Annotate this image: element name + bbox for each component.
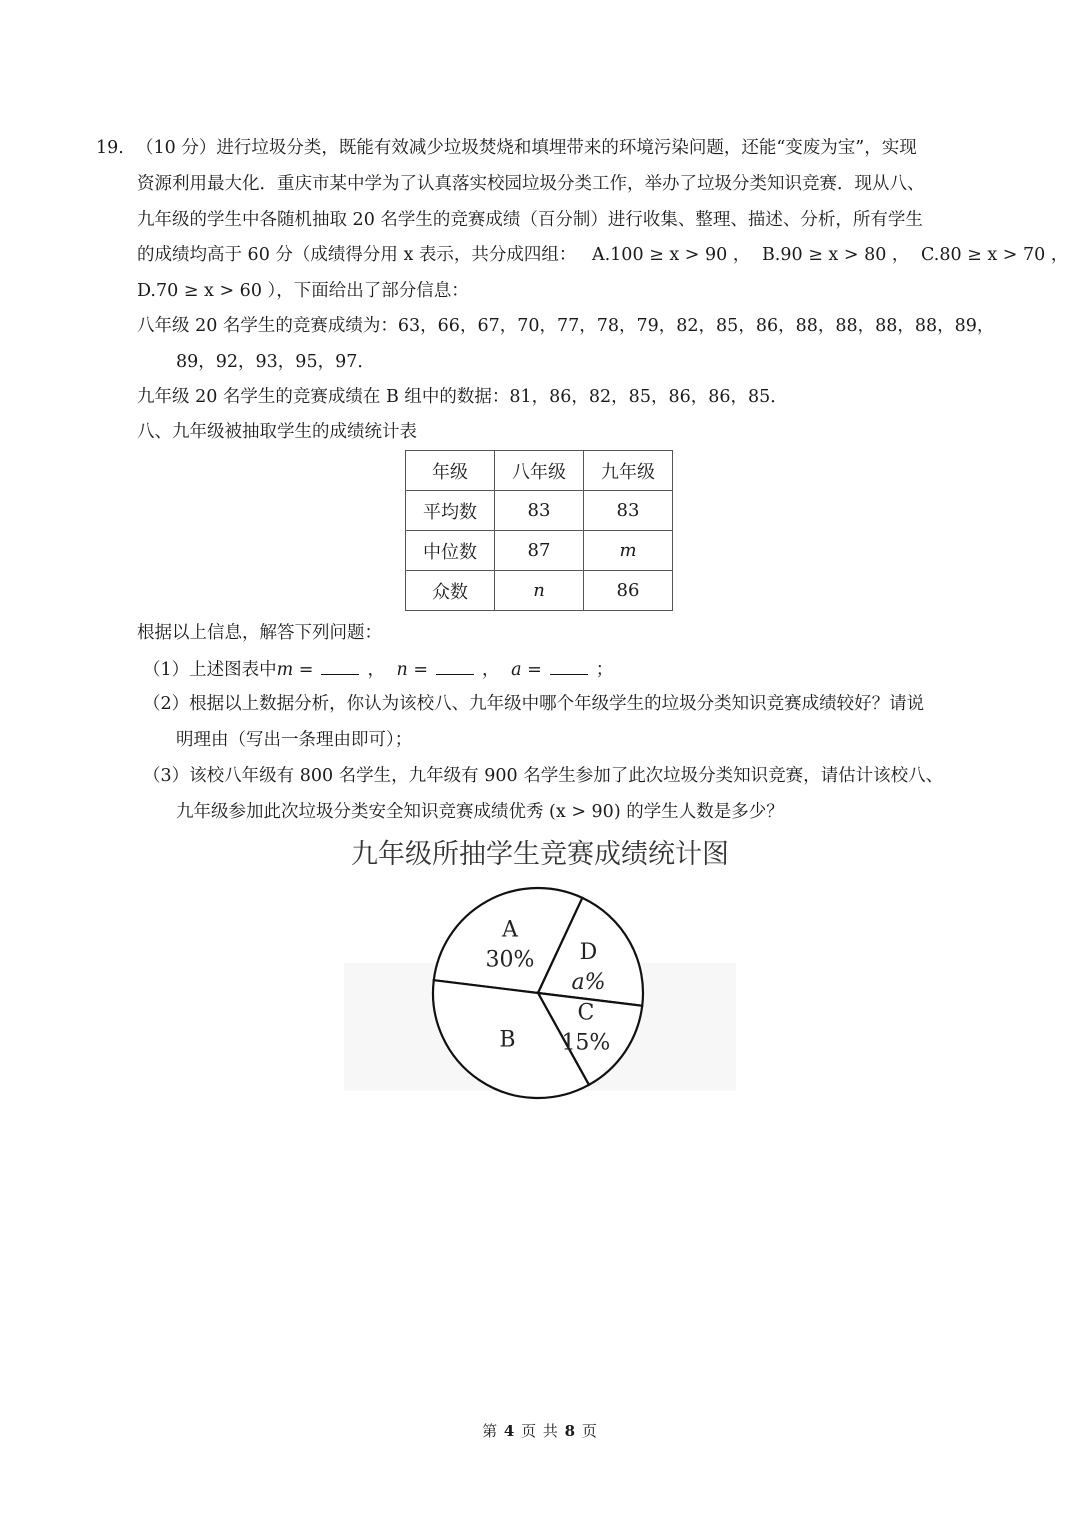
footer-total-pages: 8 <box>564 1422 577 1440</box>
sub-question-3-line-2: 九年级参加此次垃圾分类安全知识竞赛成绩优秀 (x > 90) 的学生人数是多少？ <box>176 802 784 822</box>
table-cell: m <box>584 531 673 571</box>
pie-chart <box>420 875 660 1105</box>
table-cell: 86 <box>584 571 673 611</box>
table-header-cell: 八年级 <box>495 451 584 491</box>
sub1-sep: ， <box>482 660 500 680</box>
pie-label-b: B <box>499 1027 516 1053</box>
sub-question-3-line-1: （3）该校八年级有 800 名学生，九年级有 900 名学生参加了此次垃圾分类知识竞赛，请估计该校八、 <box>143 766 944 786</box>
a-label: a = <box>511 660 542 680</box>
table-cell: 众数 <box>406 571 495 611</box>
table-cell: 83 <box>495 491 584 531</box>
m-label: m = <box>276 660 314 680</box>
prompt-text: 根据以上信息，解答下列问题： <box>137 623 382 643</box>
table-row <box>406 491 673 531</box>
question-text-line-4-main: 的成绩均高于 60 分（成绩得分用 x 表示，共分成四组： <box>137 245 577 265</box>
group-c: C.80 ≥ x > 70 ， <box>920 245 1069 265</box>
pie-value-d: a% <box>571 970 606 995</box>
pie-slices <box>433 888 643 1098</box>
n-label: n = <box>396 660 429 680</box>
footer-prefix: 第 <box>482 1422 499 1440</box>
sub1-sep: ， <box>367 660 385 680</box>
pie-label-a: A <box>502 917 518 943</box>
grade8-scores-line-1 <box>137 313 994 339</box>
question-text-line-1: （10 分）进行垃圾分类，既能有效减少垃圾焚烧和填埋带来的环境污染问题，还能“变废为宝”，实现 <box>136 138 917 158</box>
pie-chart-title: 九年级所抽学生竞赛成绩统计图 <box>351 839 729 870</box>
pie-value-c: 15% <box>561 1030 611 1056</box>
group-b: B.90 ≥ x > 80 ， <box>761 245 910 265</box>
table-row <box>406 571 673 611</box>
table-cell: 87 <box>495 531 584 571</box>
table-header-cell: 年级 <box>406 451 495 491</box>
grade8-label: 八年级 20 名学生的竞赛成绩为： <box>137 316 398 336</box>
table-cell: 平均数 <box>406 491 495 531</box>
question-text-line-3: 九年级的学生中各随机抽取 20 名学生的竞赛成绩（百分制）进行收集、整理、描述、分析，所有学生 <box>137 210 923 230</box>
table-cell: 中位数 <box>406 531 495 571</box>
m-answer-blank[interactable] <box>321 656 359 675</box>
sub-question-2-line-2: 明理由（写出一条理由即可）； <box>176 730 413 750</box>
grade9-b-group-data: 九年级 20 名学生的竞赛成绩在 B 组中的数据：81，86，82，85，86，86，85． <box>137 387 788 407</box>
table-header-row <box>406 451 673 491</box>
table-header-cell: 九年级 <box>584 451 673 491</box>
grade8-scores-1: 63，66，67，70，77，78，79，82，85，86，88，88，88，88，89， <box>397 316 995 336</box>
sub-question-2-line-1: （2）根据以上数据分析，你认为该校八、九年级中哪个年级学生的垃圾分类知识竞赛成绩较好？请说 <box>143 694 925 714</box>
question-text-line-4 <box>137 242 1068 268</box>
sub1-prefix: （1）上述图表中 <box>143 660 277 680</box>
grade8-scores-line-2: 89，92，93，95，97． <box>176 352 375 372</box>
pie-value-a: 30% <box>485 947 535 973</box>
question-number: 19. <box>96 138 124 158</box>
table-cell: n <box>495 571 584 611</box>
footer-page-number: 4 <box>503 1422 516 1440</box>
pie-label-d: D <box>579 940 598 965</box>
pie-label-c: C <box>577 1000 595 1026</box>
n-answer-blank[interactable] <box>436 656 474 675</box>
group-a: A.100 ≥ x > 90 ， <box>591 245 751 265</box>
stats-table <box>405 450 673 611</box>
a-answer-blank[interactable] <box>550 656 588 675</box>
question-text-line-2: 资源利用最大化．重庆市某中学为了认真落实校园垃圾分类工作，举办了垃圾分类知识竞赛．现从八、 <box>137 174 925 194</box>
sub-question-1 <box>143 656 613 683</box>
table-row <box>406 531 673 571</box>
table-caption: 八、九年级被抽取学生的成绩统计表 <box>137 422 417 442</box>
footer-mid: 页 共 <box>521 1422 559 1440</box>
page-footer <box>0 1420 1080 1441</box>
sub1-end: ； <box>595 660 614 680</box>
footer-suffix: 页 <box>581 1422 598 1440</box>
table-cell: 83 <box>584 491 673 531</box>
question-text-line-5: D.70 ≥ x > 60 ），下面给出了部分信息： <box>137 281 469 301</box>
